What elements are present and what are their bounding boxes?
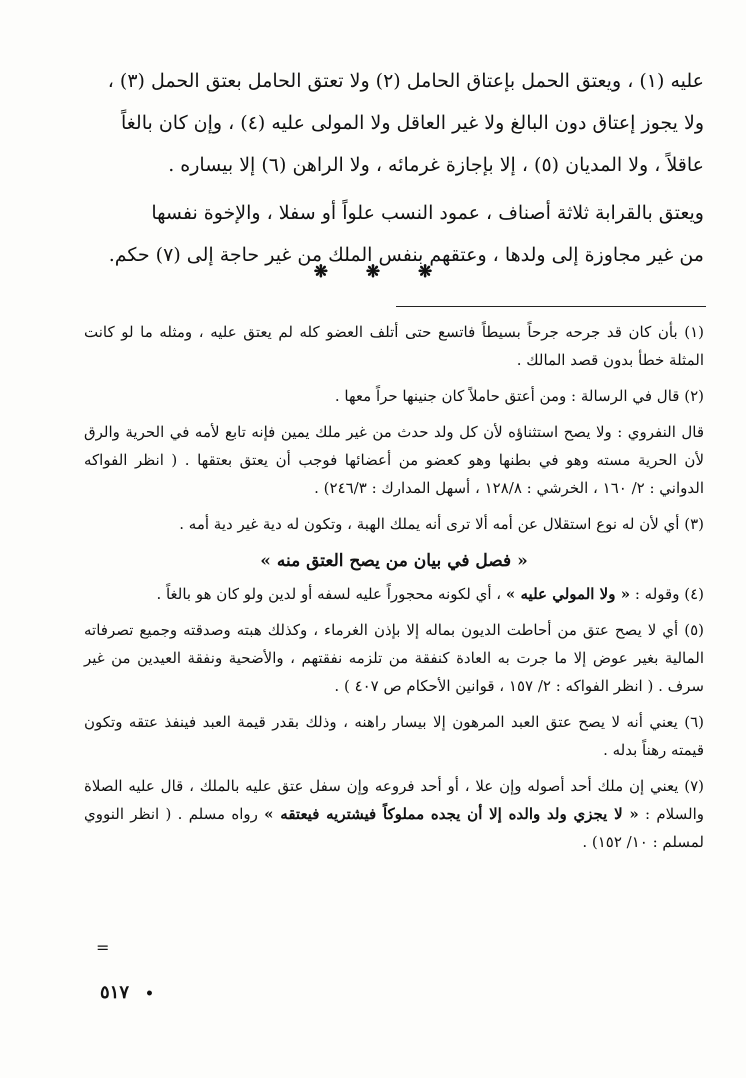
- footnote-4-rest: ، أي لكونه محجوراً عليه لسفه أو لدين ولو كان هو بالغاً .: [156, 585, 506, 603]
- main-line: عليه (١) ، ويعتق الحمل بإعتاق الحامل (٢) ولا تعتق الحامل بعتق الحمل (٣) ،: [107, 70, 704, 92]
- footnote-2-commentary: قال النفروي : ولا يصح استثناؤه لأن كل ولد حدث من غير ملك يمين فإنه تابع لأمه في الحرية والرق لأن الحرية مسته وهو في بطنها وهو كعضو من أعضائها فوجب أن يعتق بعتقها . ( انظر الفواكه الدواني : ٢/ ١٦٠ ، الخرشي : ١٢٨/٨ ، أسهل المدارك : ٢٤٦/٣) .: [84, 423, 704, 497]
- footnote-4-quote: « ولا المولي عليه »: [505, 585, 631, 603]
- page-number: ٥١٧: [100, 982, 130, 1003]
- main-line: من غير مجاوزة إلى ولدها ، وعتقهم بنفس الملك من غير حاجة إلى (٧) حكم.: [108, 244, 704, 266]
- footnote-5: (٥) أي لا يصح عتق من أحاطت الديون بماله إلا بإذن الغرماء ، وكذلك هبته وصدقته وجميع تصرفاته المالية بغير عوض إلا ما جرت به العادة كنفقة من تلزمه نفقتهم ، والأضحية ونفقة العيدين من غير سرف . ( انظر الفواكه : ٢/ ١٥٧ ، قوانين الأحكام ص ٤٠٧ ) .: [84, 621, 704, 695]
- main-line: ولا يجوز إعتاق دون البالغ ولا غير العاقل ولا المولى عليه (٤) ، وإن كان بالغاً: [120, 112, 704, 134]
- footnote-2: (٢) قال في الرسالة : ومن أعتق حاملاً كان جنينها حراً معها .: [334, 387, 704, 405]
- separator-star: ❋: [313, 262, 328, 282]
- page-footer: [100, 982, 154, 1003]
- main-line: عاقلاً ، ولا المديان (٥) ، إلا بإجازة غرمائه ، ولا الراهن (٦) إلا بيساره .: [168, 154, 704, 176]
- section-heading: « فصل في بيان من يصح العتق منه »: [260, 551, 528, 571]
- separator-star: ❋: [365, 262, 381, 282]
- continuation-mark: =: [96, 938, 110, 957]
- footnote-1: (١) بأن كان قد جرحه جرحاً بسيطاً فاتسع حتى أتلف العضو كله لم يعتق عليه ، ومثله ما لو كانت المثلة خطأ بدون قصد المالك .: [84, 323, 704, 369]
- footnote-7: [84, 772, 704, 856]
- main-text: [60, 60, 704, 276]
- main-line: ويعتق بالقرابة ثلاثة أصناف ، عمود النسب علواً أو سفلا ، والإخوة نفسها: [151, 202, 704, 224]
- footnote-4: [84, 580, 704, 608]
- footnote-7-rest: رواه مسلم . ( انظر النووي لمسلم : ١٠/ ١٥٢) .: [84, 805, 704, 851]
- footnote-4-intro: (٤) وقوله :: [630, 585, 704, 603]
- main-paragraph-1: [60, 60, 704, 186]
- section-separator: [0, 262, 746, 282]
- footnotes: [84, 318, 704, 862]
- footnote-3: (٣) أي لأن له نوع استقلال عن أمه ألا ترى أنه يملك الهبة ، وتكون له دية غير دية أمه .: [179, 515, 704, 533]
- footnote-7-intro: (٧) يعني إن ملك أحد أصوله وإن علا ، أو أحد فروعه وإن سفل عتق عليه بالملك ، قال عليه الصلاة والسلام :: [84, 777, 704, 823]
- footer-dot: •: [145, 986, 154, 1002]
- footnote-7-hadith: « لا يجزي ولد والده إلا أن يجده مملوكاً فيشتريه فيعتقه »: [264, 805, 639, 823]
- separator-star: ❋: [418, 262, 433, 282]
- footnote-6: (٦) يعني أنه لا يصح عتق العبد المرهون إلا بيسار راهنه ، وذلك بقدر قيمة العبد فينفذ عتقه وتكون قيمته رهناً بدله .: [84, 713, 704, 759]
- footnote-rule: [396, 306, 706, 307]
